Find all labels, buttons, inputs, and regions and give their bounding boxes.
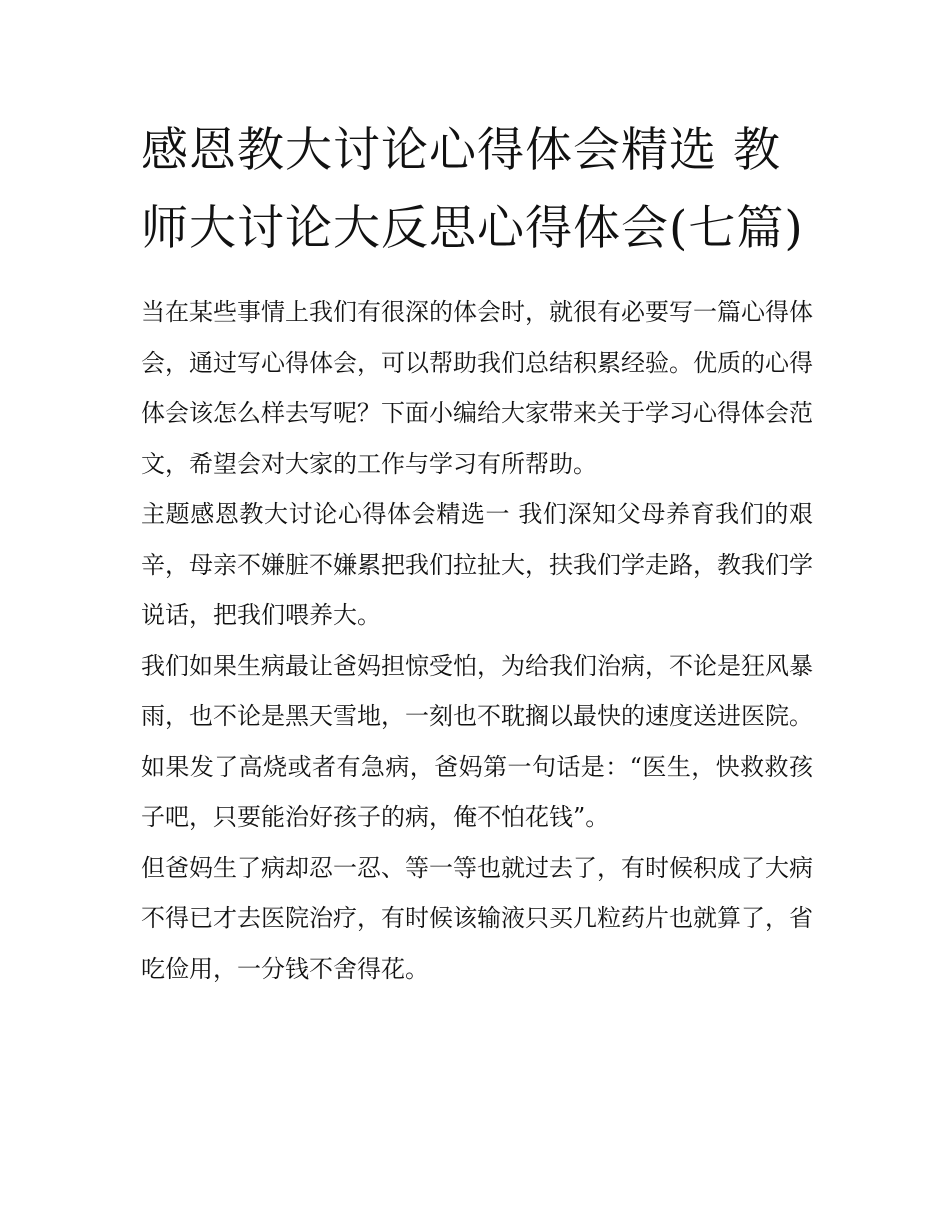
paragraph-parents-sick: 但爸妈生了病却忍一忍、等一等也就过去了，有时候积成了大病不得已才去医院治疗，有时候该输液只买几粒药片也就算了，省吃俭用，一分钱不舍得花。	[141, 853, 813, 983]
paragraph-fever: 如果发了高烧或者有急病，爸妈第一句话是：“医生，快救救孩子吧，只要能治好孩子的病，俺不怕花钱”。	[141, 752, 813, 831]
paragraph-illness: 我们如果生病最让爸妈担惊受怕，为给我们治病，不论是狂风暴雨，也不论是黑天雪地，一刻也不耽搁以最快的速度送进医院。	[141, 651, 813, 730]
document-page	[141, 112, 813, 994]
paragraph-topic-one: 主题感恩教大讨论心得体会精选一 我们深知父母养育我们的艰辛，母亲不嫌脏不嫌累把我们拉扯大，扶我们学走路，教我们学说话，把我们喂养大。	[141, 500, 813, 629]
document-body	[141, 287, 813, 994]
document-title: 感恩教大讨论心得体会精选 教师大讨论大反思心得体会(七篇)	[141, 123, 804, 256]
paragraph-intro: 当在某些事情上我们有很深的体会时，就很有必要写一篇心得体会，通过写心得体会，可以帮助我们总结积累经验。优质的心得体会该怎么样去写呢？下面小编给大家带来关于学习心得体会范文，希望会对大家的工作与学习有所帮助。	[141, 298, 813, 478]
